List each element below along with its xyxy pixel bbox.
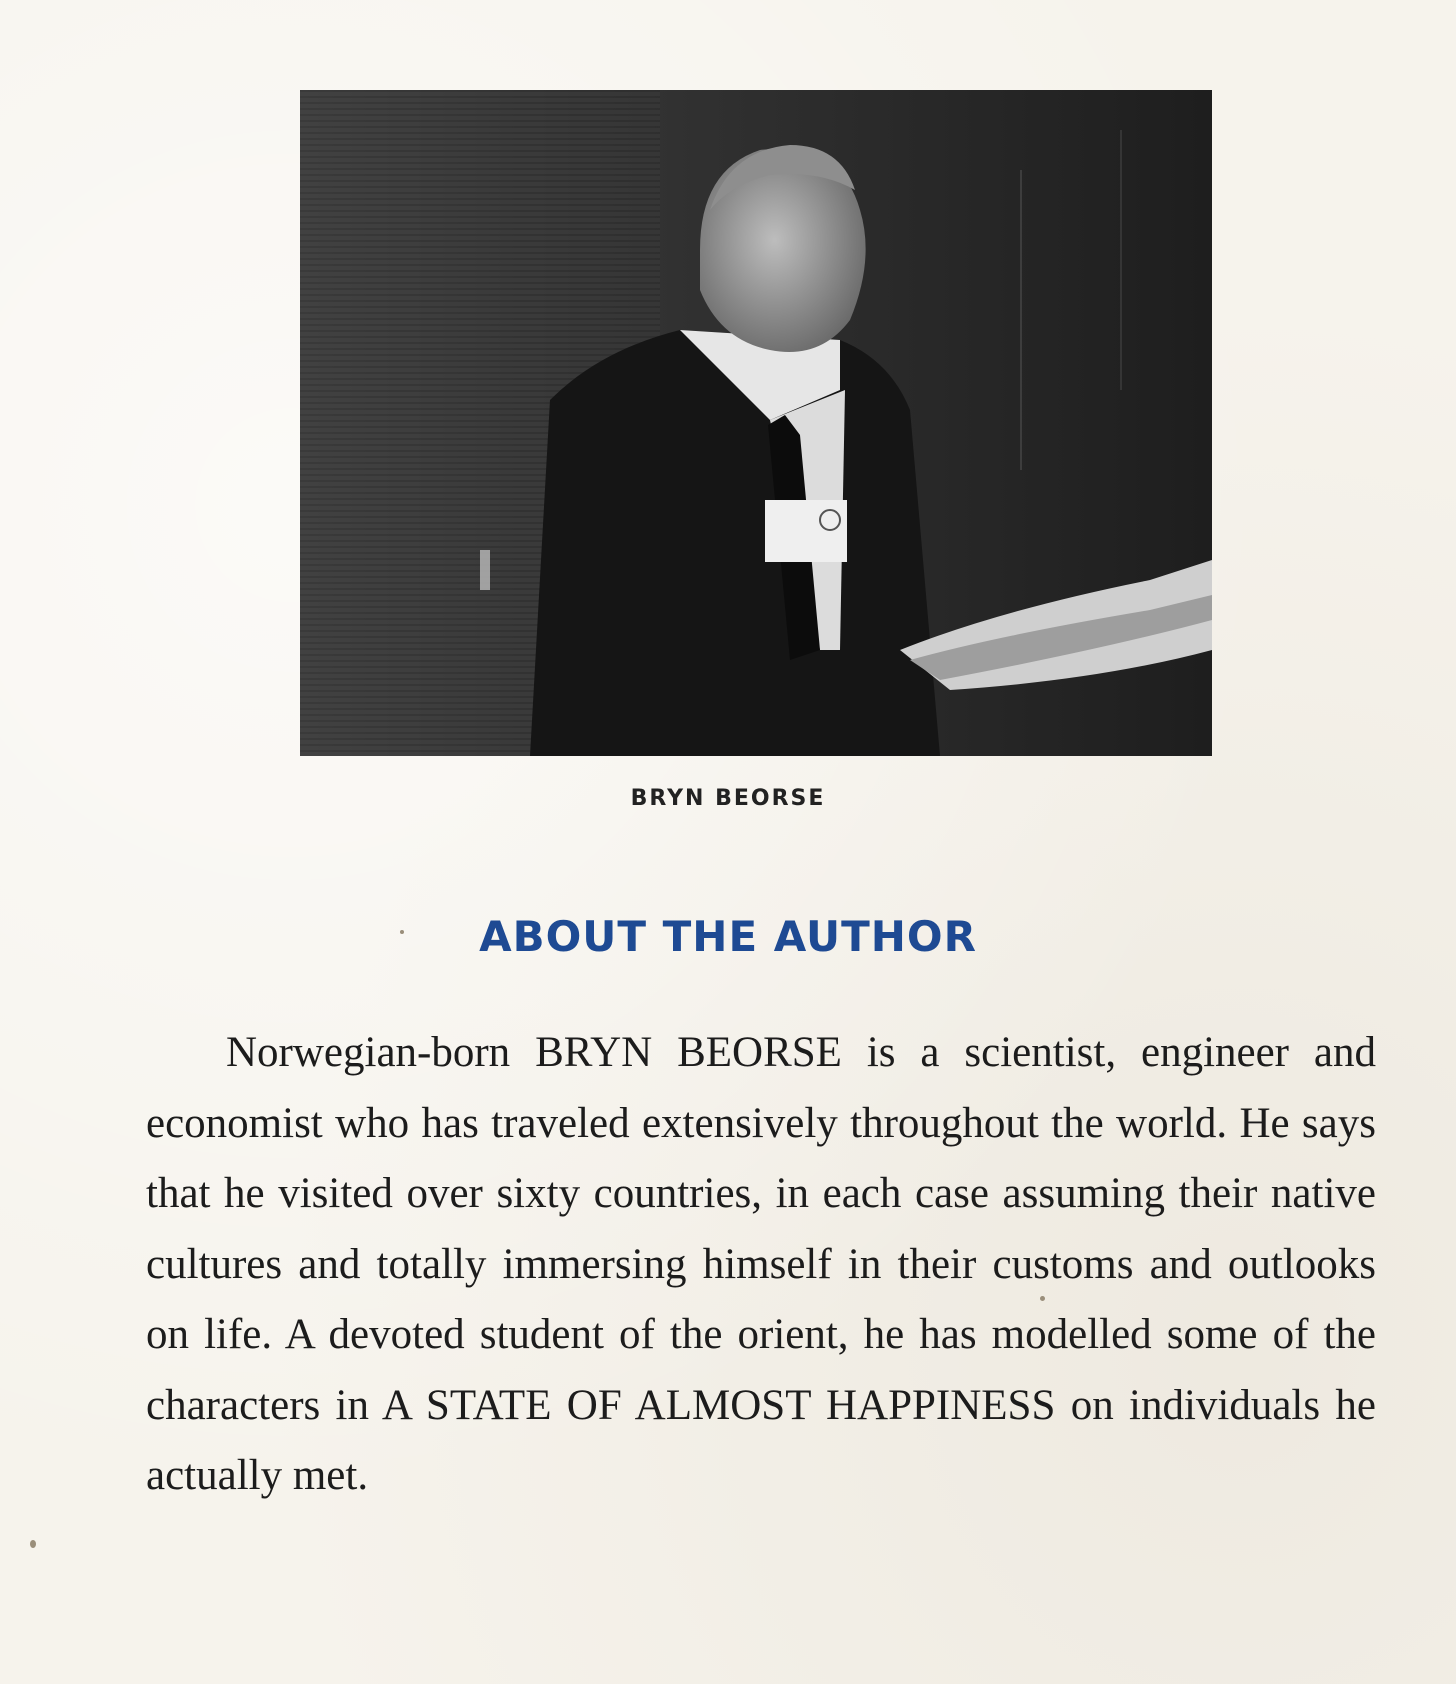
paper-speck — [30, 1540, 36, 1548]
paper-speck — [1040, 1296, 1045, 1301]
author-photo-illustration — [300, 90, 1212, 756]
section-heading: ABOUT THE AUTHOR — [479, 912, 977, 961]
author-photo — [300, 90, 1212, 756]
paper-speck — [400, 930, 404, 934]
author-bio-paragraph: Norwegian-born BRYN BEORSE is a scientist, engineer and economist who has traveled extensively throughout the world. He says that he visited over sixty countries, in each case assuming their native cultures and totally immersing himself in their customs and outlooks on life. A devoted student of the orient, he has modelled some of the characters in A STATE OF ALMOST HAPPINESS on individuals he actually met. — [146, 1029, 1376, 1499]
photo-caption: BRYN BEORSE — [630, 786, 826, 811]
